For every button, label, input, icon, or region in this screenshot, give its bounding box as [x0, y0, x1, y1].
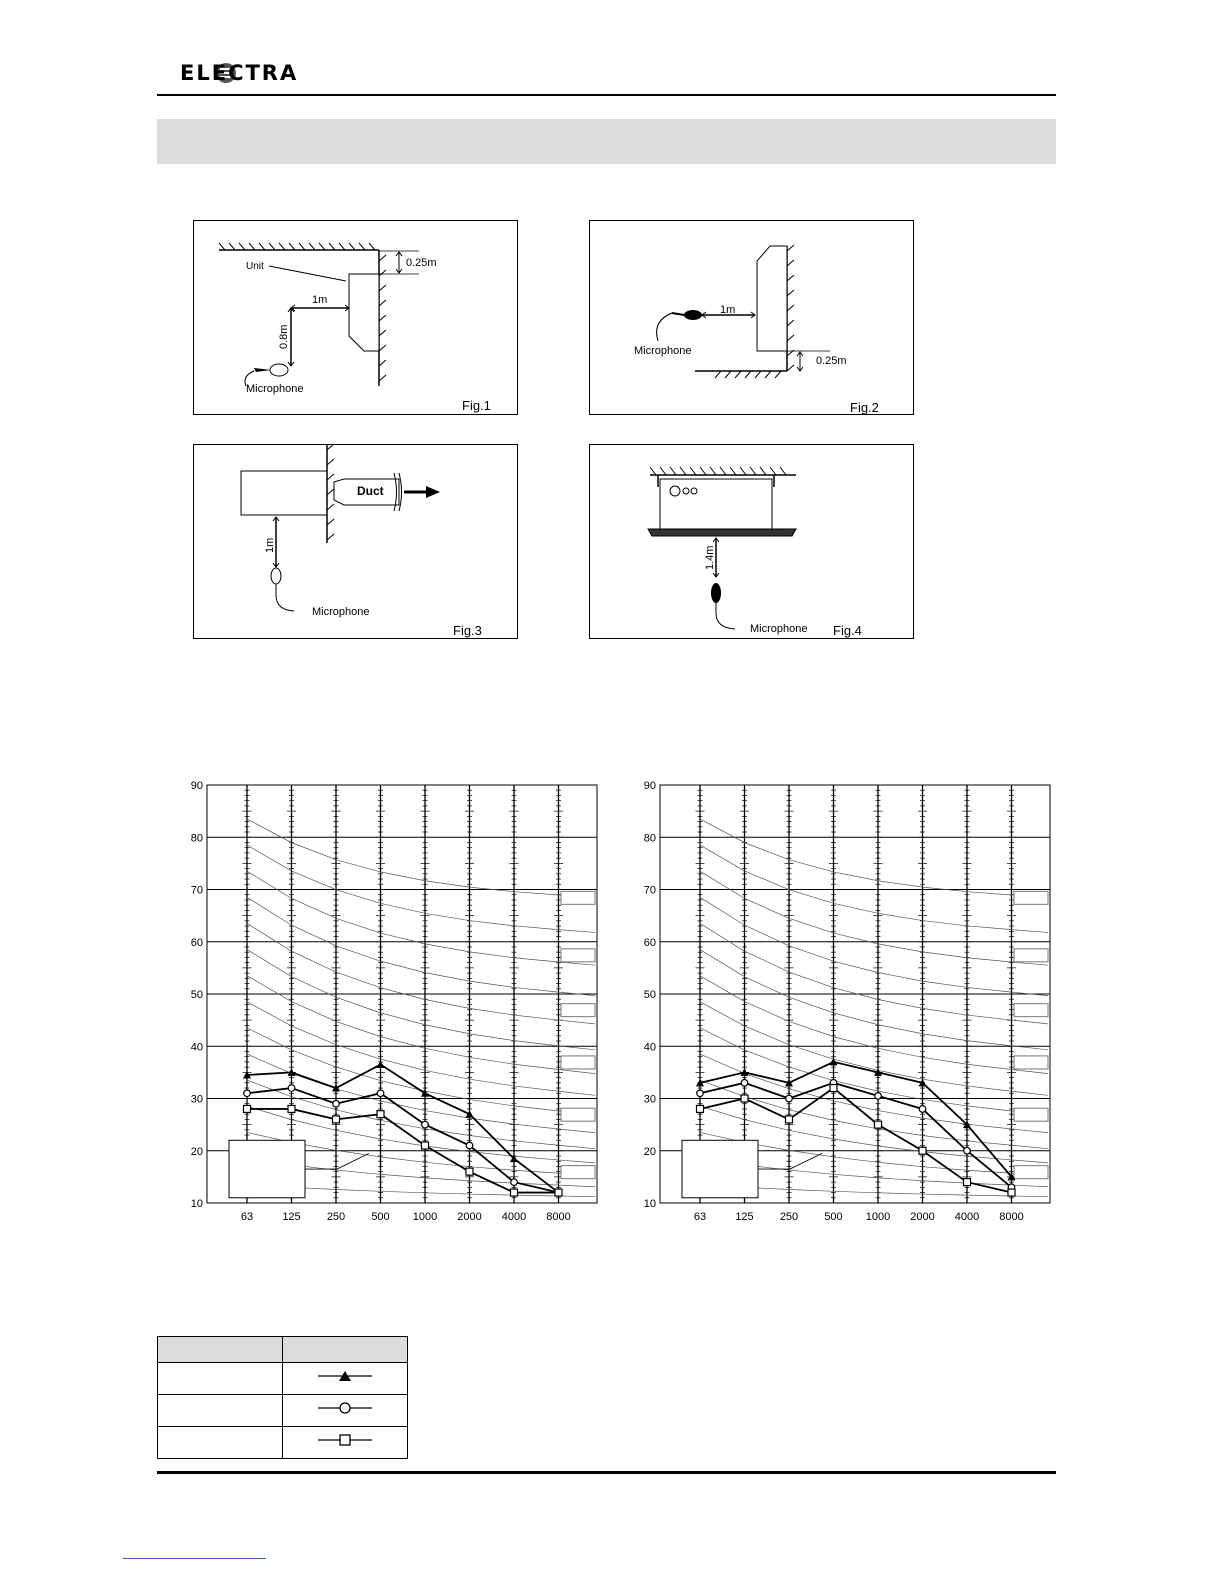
square-marker-icon — [283, 1427, 407, 1453]
circle-point — [875, 1093, 882, 1100]
x-tick-label: 500 — [371, 1211, 390, 1223]
circle-point — [377, 1090, 384, 1097]
square-point — [333, 1116, 340, 1123]
note-box — [682, 1140, 758, 1197]
microphone-label: Microphone — [750, 623, 808, 635]
figure-caption: Fig.1 — [462, 398, 491, 413]
legend-header-cell — [158, 1337, 283, 1363]
circle-point — [697, 1090, 704, 1097]
curve-label-box — [1014, 949, 1048, 962]
square-point — [741, 1095, 748, 1102]
legend-marker-cell — [283, 1395, 408, 1427]
circle-marker-icon — [283, 1395, 407, 1421]
y-tick-label: 20 — [190, 1145, 203, 1158]
circle-point — [422, 1121, 429, 1128]
x-tick-label: 8000 — [999, 1211, 1024, 1223]
y-tick-label: 50 — [643, 989, 656, 1001]
circle-point — [511, 1179, 518, 1186]
dim-label-0-25m: 0.25m — [406, 257, 437, 269]
curve-label-box — [1014, 1056, 1048, 1069]
dim-label-0-8m: 0.8m — [278, 324, 290, 349]
dim-label-1m: 1m — [264, 537, 276, 553]
x-tick-label: 125 — [282, 1211, 301, 1223]
x-tick-label: 1000 — [412, 1211, 438, 1223]
square-point — [697, 1105, 704, 1112]
y-tick-label: 90 — [643, 780, 656, 792]
curve-label-box — [561, 1056, 595, 1069]
x-tick-label: 63 — [693, 1211, 707, 1223]
section-title-band — [157, 119, 1056, 164]
y-tick-label: 60 — [190, 936, 203, 949]
square-point — [511, 1189, 518, 1196]
curve-label-box — [561, 1004, 595, 1017]
unit-label: Unit — [246, 261, 264, 272]
curve-label-box — [1014, 1004, 1048, 1017]
triangle-marker-icon — [283, 1363, 407, 1389]
square-point — [422, 1142, 429, 1149]
square-point — [244, 1105, 251, 1112]
legend-row — [158, 1363, 408, 1395]
x-tick-label: 4000 — [501, 1211, 527, 1223]
legend-label-cell — [158, 1427, 283, 1459]
y-tick-label: 70 — [190, 884, 203, 897]
footer-rule — [157, 1471, 1056, 1474]
legend-table — [157, 1336, 408, 1459]
microphone-label: Microphone — [246, 383, 304, 395]
y-tick-label: 20 — [643, 1145, 656, 1158]
legend-label-cell — [158, 1395, 283, 1427]
circle-point — [244, 1090, 251, 1097]
noise-chart-right — [633, 775, 1058, 1225]
legend-label-cell — [158, 1363, 283, 1395]
square-point — [555, 1189, 562, 1196]
curve-label-box — [561, 1108, 595, 1121]
curve-label-box — [561, 949, 595, 962]
square-point — [964, 1179, 971, 1186]
microphone-label: Microphone — [634, 345, 692, 357]
x-tick-label: 125 — [735, 1211, 754, 1223]
legend-marker-cell — [283, 1363, 408, 1395]
square-point — [919, 1147, 926, 1154]
figure-4 — [589, 444, 914, 639]
square-point — [875, 1121, 882, 1128]
x-tick-label: 1000 — [865, 1211, 891, 1223]
legend-row — [158, 1395, 408, 1427]
circle-point — [919, 1106, 926, 1113]
brand-name: ELECTRA — [180, 61, 299, 85]
y-tick-label: 80 — [643, 832, 656, 845]
y-tick-label: 40 — [643, 1041, 656, 1054]
y-tick-label: 10 — [190, 1198, 203, 1210]
figure-3 — [193, 444, 518, 639]
dim-label-1m: 1m — [312, 294, 328, 306]
figure-1 — [193, 220, 518, 415]
square-point — [288, 1105, 295, 1112]
legend-header-cell — [283, 1337, 408, 1363]
legend-header-row — [158, 1337, 408, 1363]
x-tick-label: 4000 — [954, 1211, 980, 1223]
x-tick-label: 500 — [824, 1211, 843, 1223]
square-point — [377, 1111, 384, 1118]
legend-marker-cell — [283, 1427, 408, 1459]
y-tick-label: 50 — [190, 989, 203, 1001]
curve-label-box — [561, 1166, 595, 1179]
y-tick-label: 40 — [190, 1041, 203, 1054]
dim-label-0-25m: 0.25m — [816, 355, 847, 367]
circle-point — [786, 1095, 793, 1102]
curve-label-box — [1014, 1108, 1048, 1121]
header-rule — [157, 94, 1056, 96]
figure-2 — [589, 220, 914, 415]
curve-label-box — [1014, 891, 1048, 904]
square-point — [1008, 1189, 1015, 1196]
microphone-label: Microphone — [312, 606, 370, 618]
dim-label-1-4m: 1.4m — [704, 545, 716, 570]
y-tick-label: 70 — [643, 884, 656, 897]
curve-label-box — [561, 891, 595, 904]
x-tick-label: 8000 — [546, 1211, 571, 1223]
figure-caption: Fig.4 — [833, 623, 862, 638]
y-tick-label: 10 — [643, 1198, 656, 1210]
y-tick-label: 80 — [190, 832, 203, 845]
circle-point — [466, 1142, 473, 1149]
square-point — [786, 1116, 793, 1123]
square-point — [830, 1085, 837, 1092]
y-tick-label: 90 — [190, 780, 203, 792]
note-box — [229, 1140, 305, 1197]
circle-point — [964, 1147, 971, 1154]
y-tick-label: 60 — [643, 936, 656, 949]
x-tick-label: 63 — [240, 1211, 254, 1223]
circle-point — [288, 1085, 295, 1092]
circle-point — [741, 1080, 748, 1087]
square-point — [466, 1168, 473, 1175]
legend-row — [158, 1427, 408, 1459]
y-tick-label: 30 — [643, 1093, 656, 1106]
x-tick-label: 250 — [779, 1211, 799, 1223]
figure-caption: Fig.3 — [453, 623, 482, 638]
circle-point — [333, 1100, 340, 1107]
dim-label-1m: 1m — [720, 304, 736, 316]
curve-label-box — [1014, 1166, 1048, 1179]
x-tick-label: 2000 — [457, 1211, 482, 1223]
x-tick-label: 2000 — [910, 1211, 935, 1223]
figure-caption: Fig.2 — [850, 400, 879, 414]
y-tick-label: 30 — [190, 1093, 203, 1106]
noise-chart-left — [180, 775, 605, 1225]
x-tick-label: 250 — [326, 1211, 346, 1223]
duct-label: Duct — [357, 484, 384, 498]
footer-link-underline — [123, 1558, 266, 1559]
